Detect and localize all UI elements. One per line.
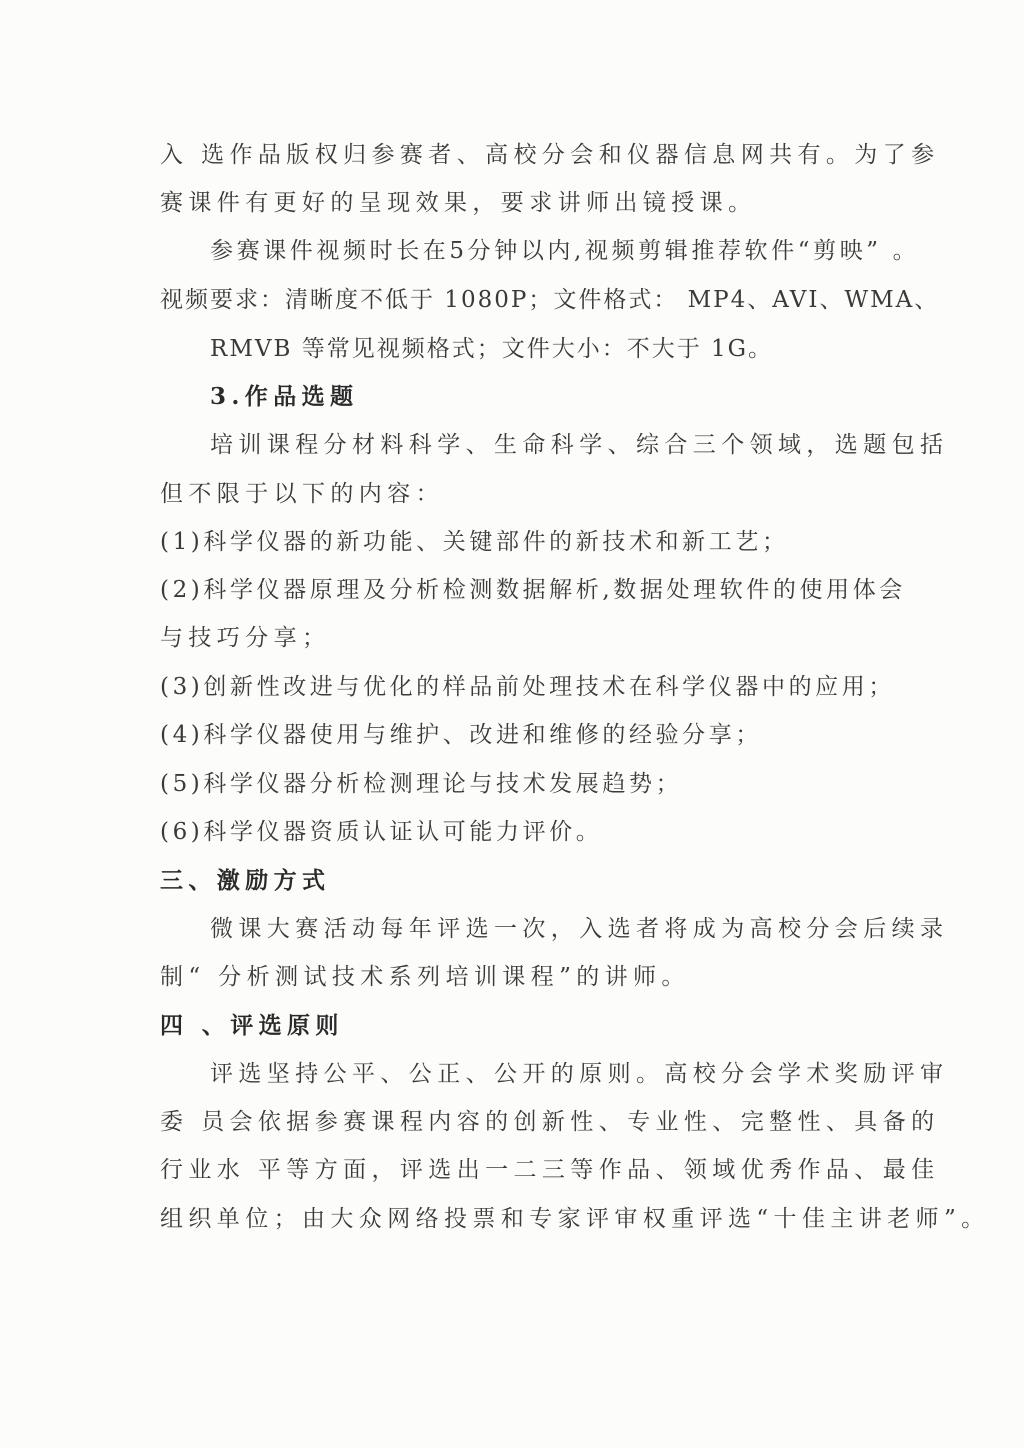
list-item: (4)科学仪器使用与维护、改进和维修的经验分享； xyxy=(160,722,762,748)
section-heading: 三、激励方式 xyxy=(160,867,331,894)
text-line: 参赛课件视频时长在5分钟以内,视频剪辑推荐软件“剪映” 。 xyxy=(210,238,920,264)
text-line: 与技巧分享； xyxy=(160,625,331,651)
section-heading: 3.作品选题 xyxy=(210,383,359,410)
list-item: (2)科学仪器原理及分析检测数据解析,数据处理软件的使用体会 xyxy=(160,577,906,603)
list-item: (5)科学仪器分析检测理论与技术发展趋势； xyxy=(160,771,683,797)
text-line: 评选坚持公平、公正、公开的原则。高校分会学术奖励评审 xyxy=(210,1061,949,1087)
text-line: 赛课件有更好的呈现效果，要求讲师出镜授课。 xyxy=(160,190,757,216)
text-line: 委 员会依据参赛课程内容的创新性、专业性、完整性、具备的 xyxy=(160,1109,940,1135)
text-line: 制“ 分析测试技术系列培训课程”的讲师。 xyxy=(160,964,690,990)
list-item: (6)科学仪器资质认证认可能力评价。 xyxy=(160,819,603,845)
text-line: 培训课程分材料科学、生命科学、综合三个领域，选题包括 xyxy=(210,432,949,458)
list-item: (1)科学仪器的新功能、关键部件的新技术和新工艺； xyxy=(160,529,789,555)
text-line: 但不限于以下的内容： xyxy=(160,481,444,507)
text-line: 微课大赛活动每年评选一次，入选者将成为高校分会后续录 xyxy=(210,916,949,942)
text-line: 视频要求：清晰度不低于 1080P；文件格式： MP4、AVI、WMA、 xyxy=(160,287,940,313)
text-line: RMVB 等常见视频格式；文件大小：不大于 1G。 xyxy=(210,336,774,362)
section-heading: 四 、评选原则 xyxy=(160,1012,344,1039)
text-line: 行业水 平等方面，评选出一二三等作品、领域优秀作品、最佳 xyxy=(160,1157,940,1183)
text-line: 入 选作品版权归参赛者、高校分会和仪器信息网共有。为了参 xyxy=(160,142,940,168)
list-item: (3)创新性改进与优化的样品前处理技术在科学仪器中的应用； xyxy=(160,674,895,700)
text-line: 组织单位；由大众网络投票和专家评审权重评选“十佳主讲老师”。 xyxy=(160,1206,990,1232)
